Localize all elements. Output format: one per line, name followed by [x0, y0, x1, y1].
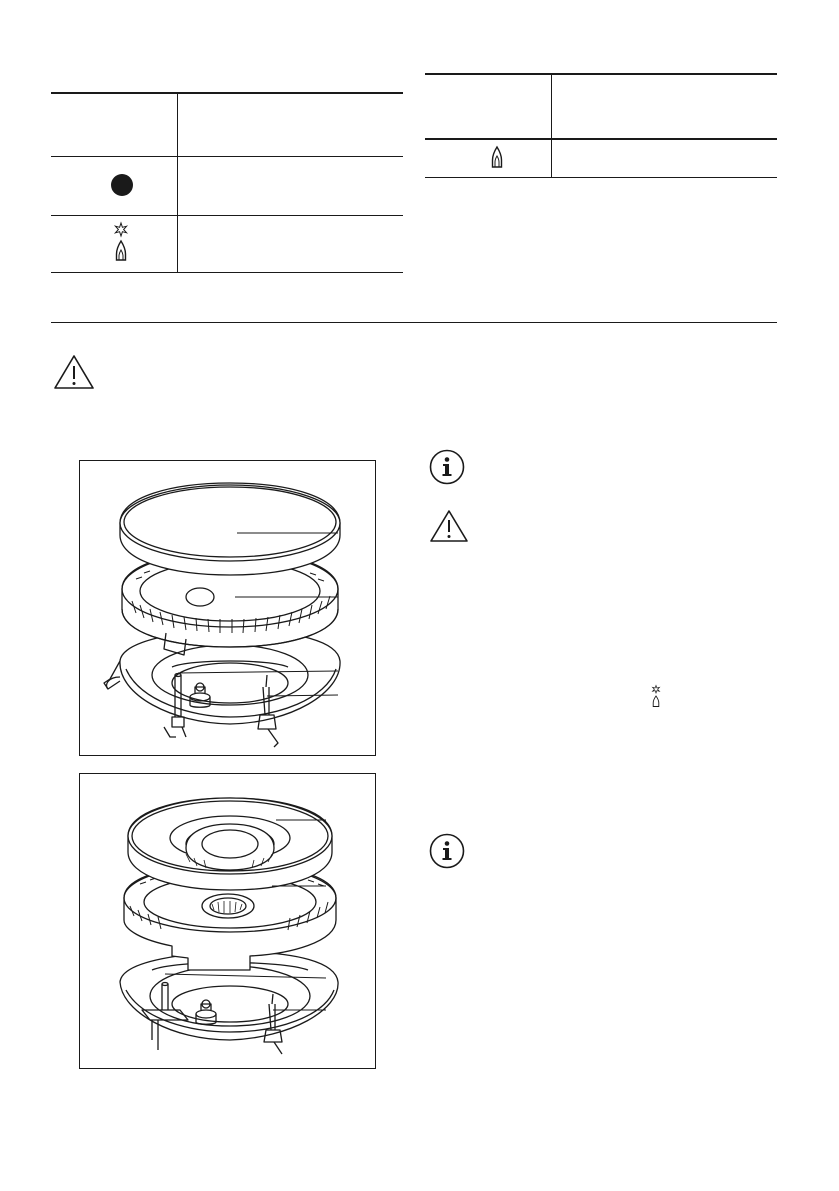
spark-and-flame-icon [651, 685, 661, 707]
table-rule [51, 156, 403, 157]
filled-circle-icon [110, 173, 134, 197]
info-circle-icon [429, 449, 465, 485]
table-top-rule [425, 73, 777, 75]
burner-exploded-diagram [80, 461, 375, 755]
table-bottom-rule [425, 177, 777, 178]
table-bottom-rule [51, 272, 403, 273]
info-circle-icon [429, 833, 465, 869]
spark-and-flame-icon [113, 222, 129, 262]
section-divider [51, 322, 777, 323]
burner-figure-1 [79, 460, 376, 756]
table-rule [425, 138, 777, 140]
table-column-divider [177, 92, 178, 272]
burner-exploded-diagram [80, 774, 375, 1068]
table-column-divider [551, 73, 552, 177]
flame-icon [490, 146, 504, 168]
table-rule [51, 215, 403, 216]
burner-figure-2 [79, 773, 376, 1069]
table-top-rule [51, 92, 403, 94]
warning-triangle-icon [53, 354, 95, 390]
warning-triangle-icon [429, 509, 469, 543]
